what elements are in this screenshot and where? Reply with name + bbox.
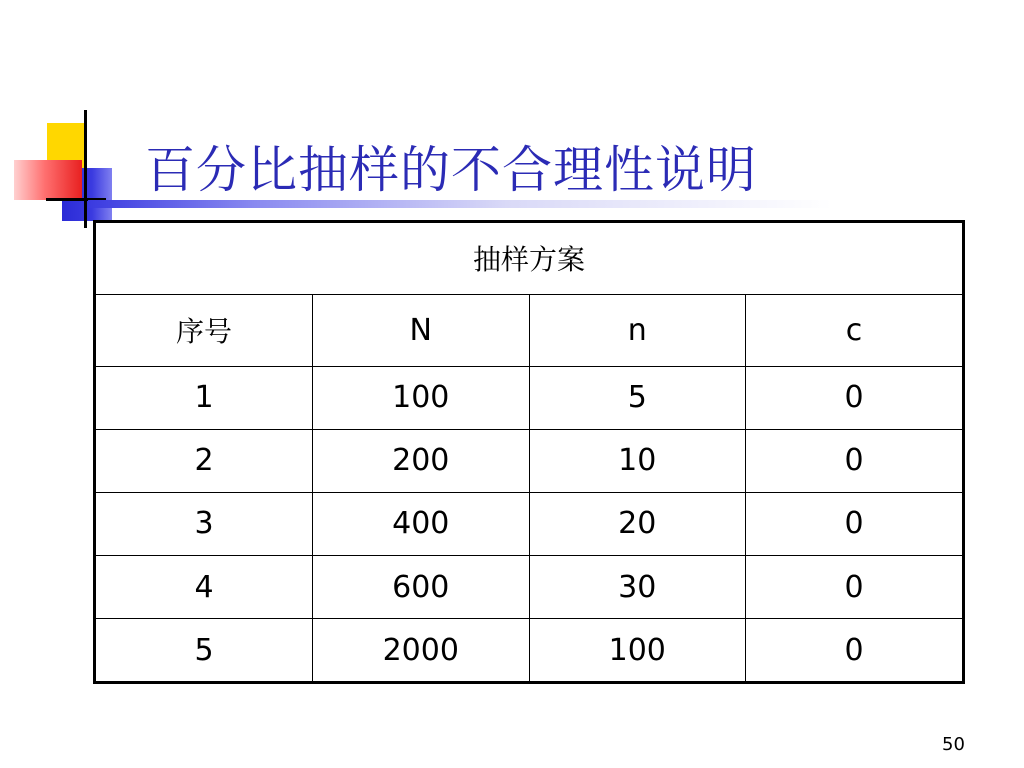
table (96, 223, 962, 681)
red-gradient-bar (14, 160, 82, 200)
sampling-plan-table (93, 220, 965, 684)
table-row (96, 619, 962, 681)
table-cell: 2000 (313, 619, 530, 681)
table-cell: 0 (746, 619, 963, 681)
table-cell: 100 (313, 366, 530, 429)
table-cell: 0 (746, 556, 963, 619)
table-cell: 20 (529, 492, 746, 555)
table-cell: 400 (313, 492, 530, 555)
page-number: 50 (942, 734, 965, 755)
table-cell: 0 (746, 429, 963, 492)
table-row (96, 366, 962, 429)
table-cell: 0 (746, 366, 963, 429)
table-cell: 100 (529, 619, 746, 681)
table-cell: 2 (96, 429, 313, 492)
table-cell: 1 (96, 366, 313, 429)
table-cell: 30 (529, 556, 746, 619)
header-cell-n: n (529, 294, 746, 366)
table-cell: 5 (96, 619, 313, 681)
table-cell: 10 (529, 429, 746, 492)
table-cell: 600 (313, 556, 530, 619)
table-row (96, 492, 962, 555)
table-cell: 3 (96, 492, 313, 555)
header-cell-N: N (313, 294, 530, 366)
table-cell: 0 (746, 492, 963, 555)
header-cell-index: 序号 (96, 294, 313, 366)
table-cell: 4 (96, 556, 313, 619)
table-row (96, 556, 962, 619)
table-header-row (96, 294, 962, 366)
table-row (96, 429, 962, 492)
table-cell: 200 (313, 429, 530, 492)
header-cell-c: c (746, 294, 963, 366)
table-caption-row (96, 223, 962, 294)
vertical-rule (84, 110, 87, 228)
table-cell: 5 (529, 366, 746, 429)
slide-title: 百分比抽样的不合理性说明 (145, 141, 757, 199)
table-caption: 抽样方案 (96, 223, 962, 294)
